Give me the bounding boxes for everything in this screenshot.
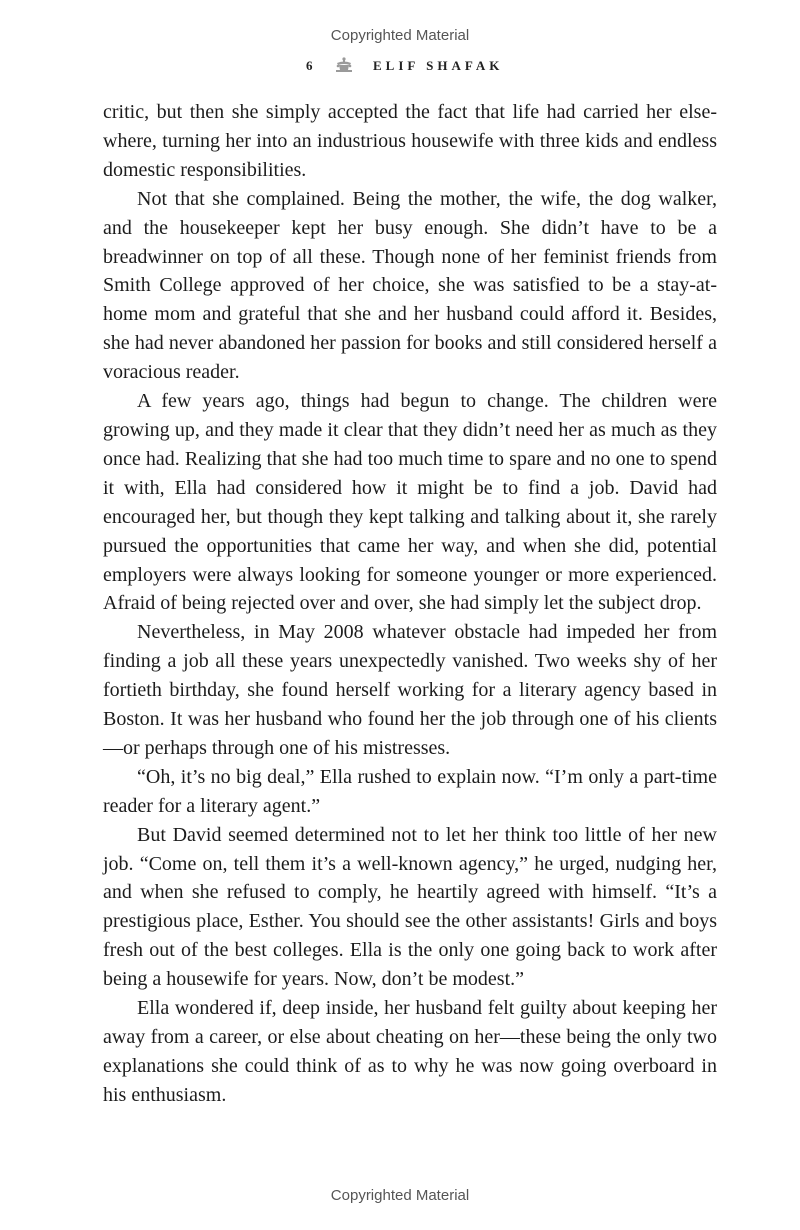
running-head: [0, 57, 800, 77]
paragraph: Nevertheless, in May 2008 whatever obstacle had impeded her from finding a job all these years unexpectedly vanished. Two weeks shy of her fortieth birthday, she found herself working for a literary agency based in Boston. It was her husband who found her the job through one of his clients—or perhaps through one of his mistresses.: [103, 621, 717, 759]
page-number: 6: [306, 58, 316, 73]
author-name: ELIF SHAFAK: [373, 58, 504, 73]
copyright-watermark-bottom: Copyrighted Material: [330, 1187, 470, 1204]
paragraph: critic, but then she simply accepted the fact that life had carried her elsewhere, turning her into an industrious housewife with three kids and endless domestic responsibilities.: [103, 101, 717, 181]
paragraph: “Oh, it’s no big deal,” Ella rushed to explain now. “I’m only a part-time reader for a literary agent.”: [103, 765, 717, 817]
paragraph: Ella wondered if, deep inside, her husband felt guilty about keeping her away from a career, or else about cheating on her—these being the only two explanations she could think of as to why he was now going overboard in his enthusiasm.: [103, 997, 717, 1106]
body-text: [103, 98, 717, 1110]
paragraph: Not that she complained. Being the mother, the wife, the dog walker, and the housekeeper kept her busy enough. She didn’t have to be a breadwinner on top of all these. Though none of her feminist friends from Smith College approved of her choice, she was satisfied to be a stay-at-home mom and grateful that she and her husband could afford it. Besides, she had never abandoned her passion for books and still considered herself a voracious reader.: [103, 187, 717, 384]
paragraph: But David seemed determined not to let her think too little of her new job. “Come on, tell them it’s a well-known agency,” he urged, nudging her, and when she refused to comply, he heartily agreed with himself. “It’s a prestigious place, Esther. You should see the other assistants! Girls and boys fresh out of the best colleges. Ella is the only one going back to work after being a housewife for years. Now, don’t be modest.”: [103, 823, 717, 991]
crest-ornament-icon: [334, 56, 354, 74]
copyright-watermark-top: Copyrighted Material: [330, 27, 470, 44]
paragraph: A few years ago, things had begun to change. The children were growing up, and they made it clear that they didn’t need her as much as they once had. Realizing that she had too much time to spare and no one to spend it with, Ella had considered how it might be to find a job. David had encouraged her, but though they kept talking and talking about it, she rarely pursued the opportunities that came her way, and when she did, potential employers were always looking for someone younger or more experienced. Afraid of being rejected over and over, she had simply let the subject drop.: [103, 390, 717, 615]
